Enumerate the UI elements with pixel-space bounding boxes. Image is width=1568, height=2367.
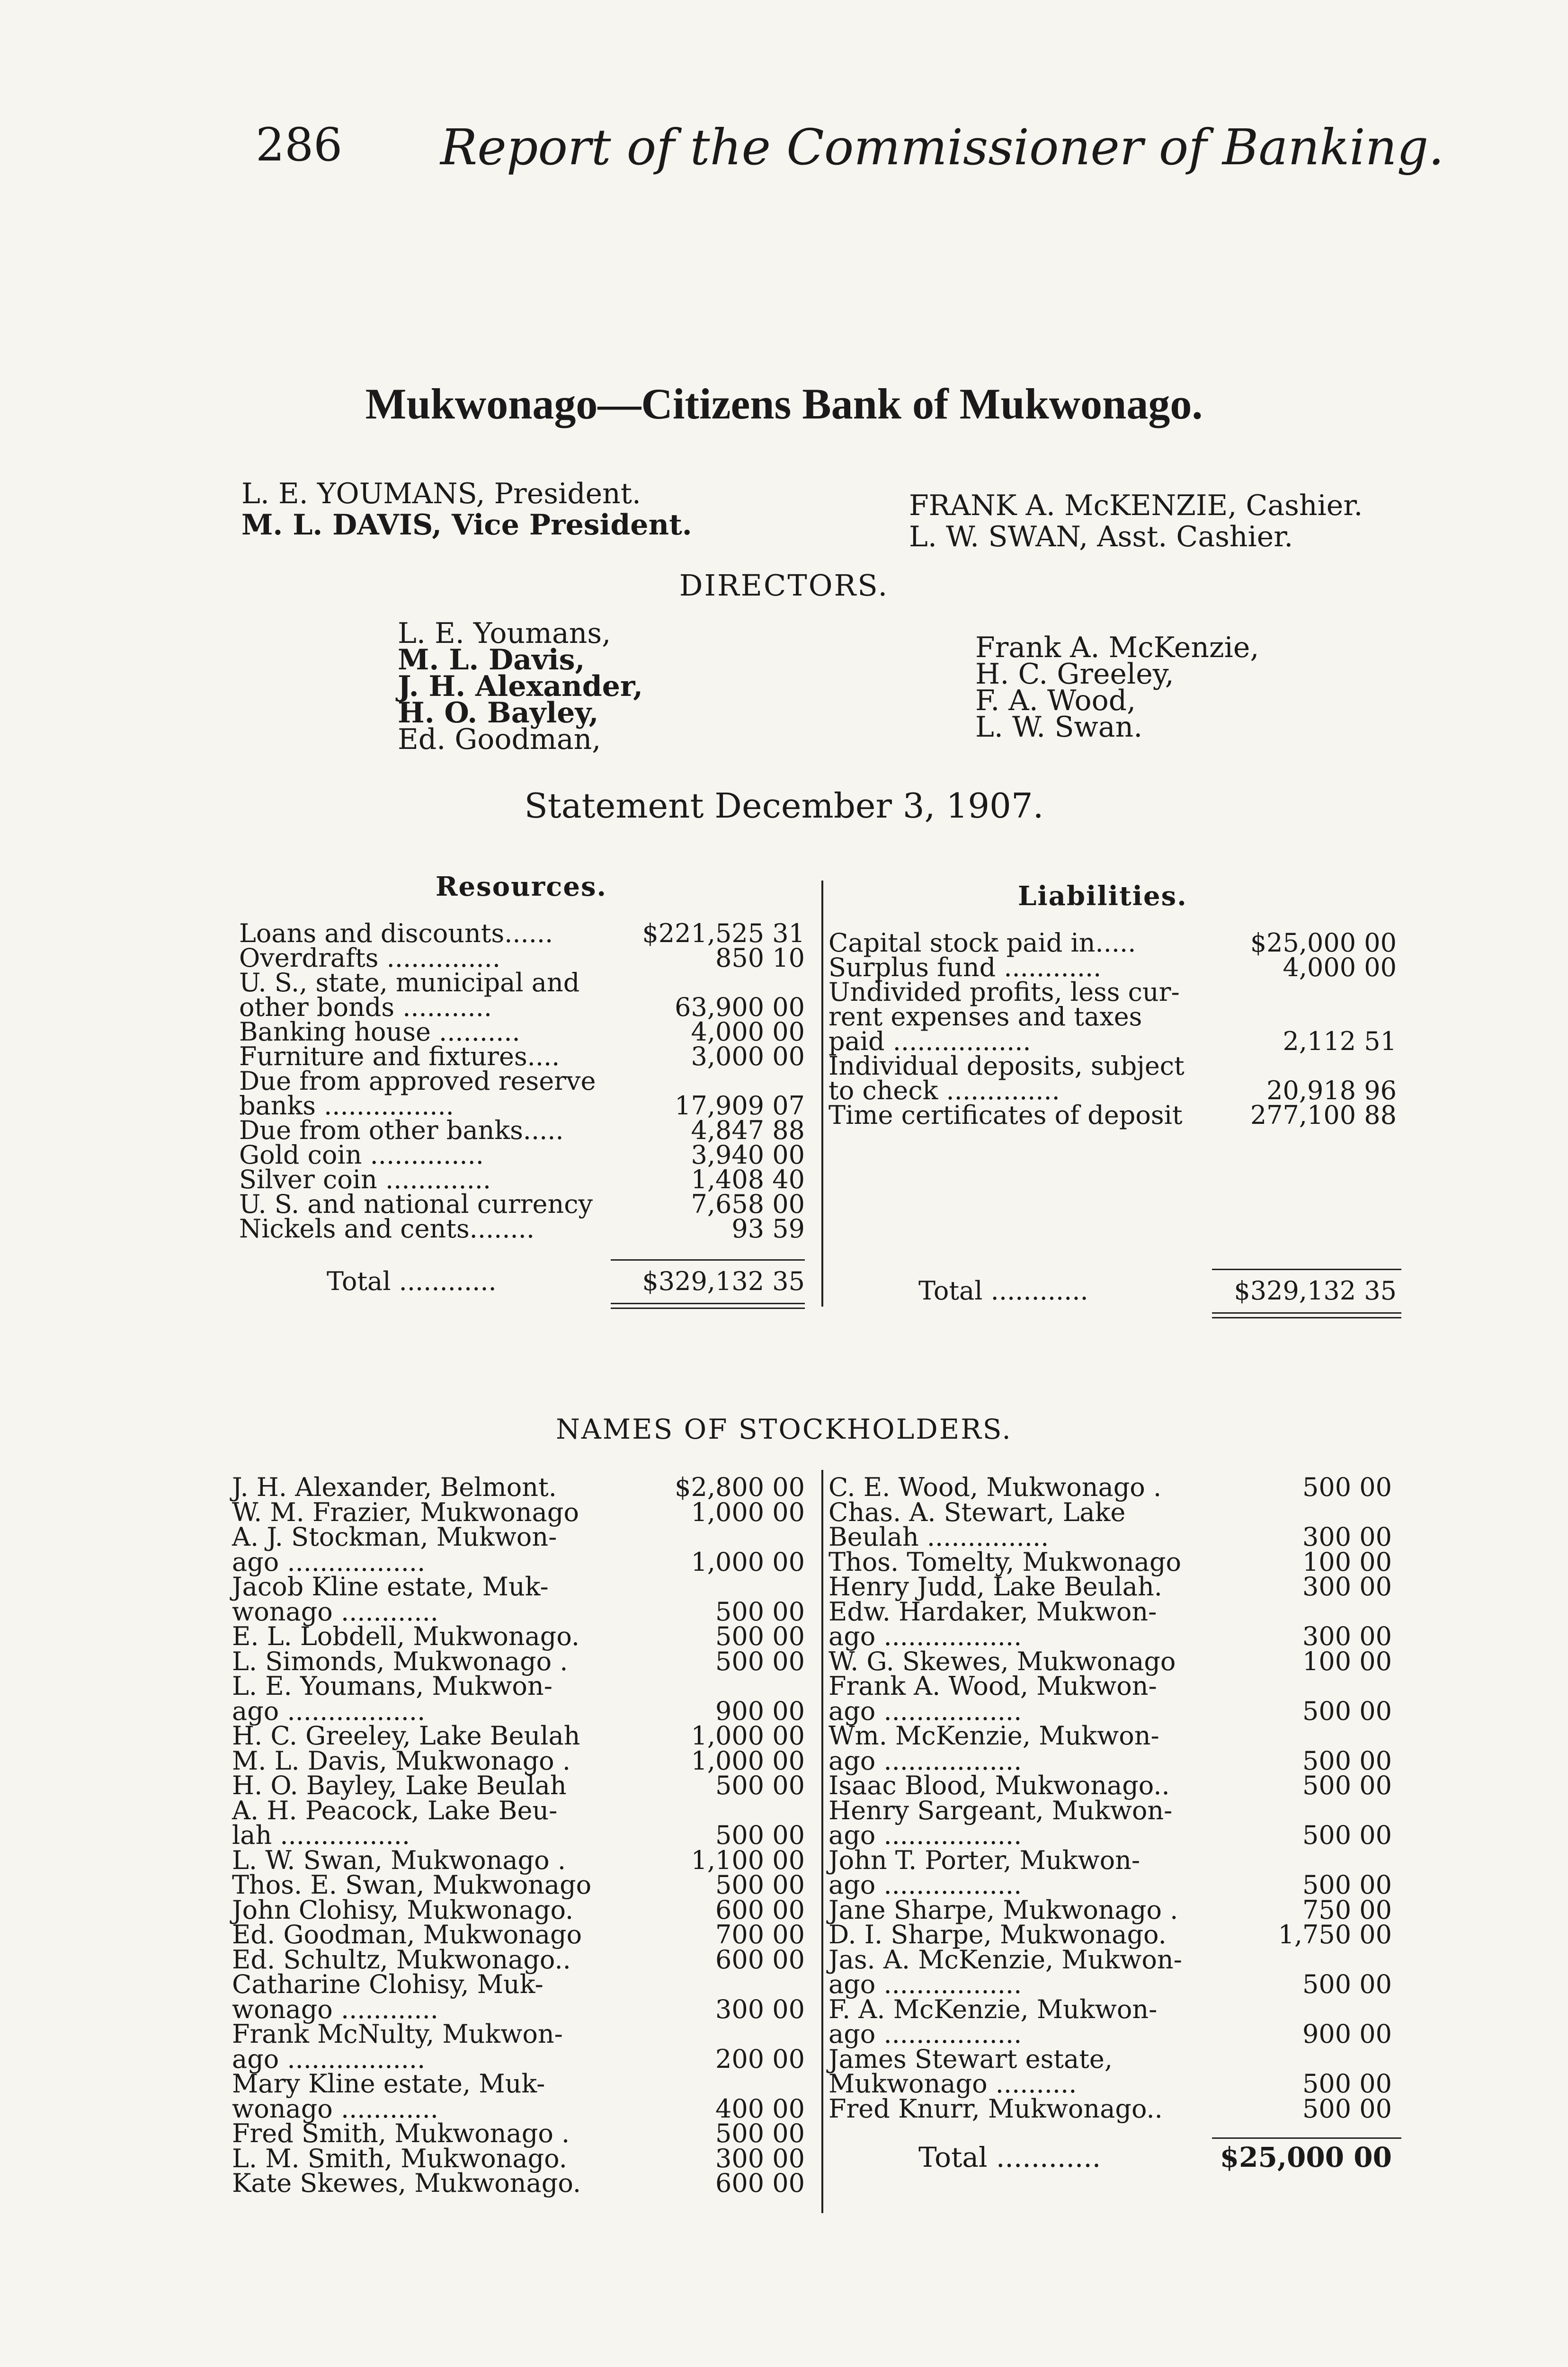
row-label: Furniture and fixtures.... bbox=[239, 1041, 560, 1071]
row-amount: 850 10 bbox=[715, 943, 805, 973]
row-label: C. E. Wood, Mukwonago . bbox=[829, 1472, 1162, 1502]
row-label: Henry Sargeant, Mukwon- bbox=[829, 1795, 1173, 1825]
director: H. O. Bayley, bbox=[398, 696, 599, 730]
row-label: J. H. Alexander, Belmont. bbox=[232, 1472, 557, 1502]
row-amount: 500 00 bbox=[715, 1596, 805, 1627]
row-amount: 1,100 00 bbox=[691, 1845, 805, 1875]
row-amount: 700 00 bbox=[715, 1920, 805, 1949]
director: M. L. Davis, bbox=[398, 643, 585, 676]
officer-asst-cashier: L. W. SWAN, Asst. Cashier. bbox=[909, 520, 1293, 553]
resources-double-rule bbox=[611, 1308, 805, 1309]
directors-heading: DIRECTORS. bbox=[679, 568, 889, 603]
row-amount: 200 00 bbox=[715, 2044, 805, 2074]
row-amount: 1,000 00 bbox=[691, 1721, 805, 1751]
row-label: Isaac Blood, Mukwonago.. bbox=[829, 1771, 1170, 1800]
row-label: ago ................. bbox=[232, 1547, 426, 1577]
row-label: Jas. A. McKenzie, Mukwon- bbox=[829, 1944, 1182, 1975]
director: Frank A. McKenzie, bbox=[975, 631, 1259, 664]
row-label: Undivided profits, less cur- bbox=[829, 977, 1180, 1007]
row-amount: 1,750 00 bbox=[1278, 1920, 1392, 1949]
row-label: banks ................ bbox=[239, 1091, 454, 1121]
row-label: Jacob Kline estate, Muk- bbox=[232, 1572, 549, 1602]
row-label: Thos. E. Swan, Mukwonago bbox=[232, 1870, 592, 1900]
row-amount: 600 00 bbox=[715, 1895, 805, 1925]
row-amount: 500 00 bbox=[715, 1820, 805, 1850]
row-label: ago ................. bbox=[829, 1745, 1022, 1776]
row-label: ago ................. bbox=[829, 1696, 1022, 1726]
stockholders-total-label: Total ............ bbox=[918, 2141, 1101, 2173]
row-label: rent expenses and taxes bbox=[829, 1002, 1142, 1032]
director: H. C. Greeley, bbox=[975, 658, 1174, 691]
officer-president: L. E. YOUMANS, President. bbox=[241, 477, 641, 510]
row-label: wonago ............ bbox=[232, 2093, 438, 2124]
row-amount: 500 00 bbox=[1302, 1771, 1392, 1800]
row-label: ago ................. bbox=[829, 1969, 1022, 1999]
row-amount: 400 00 bbox=[715, 2093, 805, 2124]
row-label: to check .............. bbox=[829, 1076, 1060, 1105]
row-amount: 600 00 bbox=[715, 2168, 805, 2198]
row-amount: $221,525 31 bbox=[642, 918, 805, 948]
row-amount: 1,408 40 bbox=[691, 1165, 805, 1194]
row-label: M. L. Davis, Mukwonago . bbox=[232, 1745, 571, 1776]
row-label: Beulah ............... bbox=[829, 1522, 1049, 1552]
row-amount: 3,940 00 bbox=[691, 1140, 805, 1170]
row-label: ago ................. bbox=[829, 2019, 1022, 2049]
bank-title: Mukwonago—Citizens Bank of Mukwonago. bbox=[365, 380, 1203, 428]
row-amount: 500 00 bbox=[715, 1771, 805, 1800]
row-label: John Clohisy, Mukwonago. bbox=[232, 1895, 574, 1925]
row-amount: 3,000 00 bbox=[691, 1041, 805, 1071]
row-label: H. O. Bayley, Lake Beulah bbox=[232, 1771, 567, 1800]
row-label: Chas. A. Stewart, Lake bbox=[829, 1497, 1126, 1527]
row-amount: 1,000 00 bbox=[691, 1497, 805, 1527]
row-label: U. S., state, municipal and bbox=[239, 968, 580, 997]
row-label: L. M. Smith, Mukwonago. bbox=[232, 2143, 567, 2173]
row-amount: 500 00 bbox=[715, 2118, 805, 2148]
row-amount: 93 59 bbox=[731, 1214, 805, 1244]
row-amount: 500 00 bbox=[1302, 1696, 1392, 1726]
row-label: Kate Skewes, Mukwonago. bbox=[232, 2168, 581, 2198]
row-amount: 100 00 bbox=[1302, 1547, 1392, 1577]
row-amount: 63,900 00 bbox=[675, 992, 805, 1022]
row-label: ago ................. bbox=[232, 1696, 426, 1726]
row-label: A. J. Stockman, Mukwon- bbox=[232, 1522, 557, 1552]
resources-total-label: Total ............ bbox=[327, 1266, 497, 1296]
statement-title: Statement December 3, 1907. bbox=[524, 786, 1044, 826]
row-amount: 500 00 bbox=[1302, 2069, 1392, 2099]
director: L. E. Youmans, bbox=[398, 617, 611, 650]
row-label: U. S. and national currency bbox=[239, 1189, 593, 1219]
row-label: Due from approved reserve bbox=[239, 1066, 596, 1096]
statement-divider bbox=[821, 881, 823, 1307]
row-label: paid ................. bbox=[829, 1026, 1031, 1056]
director: F. A. Wood, bbox=[975, 684, 1136, 717]
row-amount: 4,847 88 bbox=[691, 1115, 805, 1145]
resources-double-rule bbox=[611, 1303, 805, 1304]
officer-cashier: FRANK A. McKENZIE, Cashier. bbox=[909, 489, 1363, 522]
officer-vice-president: M. L. DAVIS, Vice President. bbox=[241, 508, 692, 542]
row-label: ago ................. bbox=[829, 1870, 1022, 1900]
row-label: Frank McNulty, Mukwon- bbox=[232, 2019, 563, 2049]
row-label: Fred Smith, Mukwonago . bbox=[232, 2118, 570, 2148]
row-label: Mary Kline estate, Muk- bbox=[232, 2069, 545, 2099]
row-amount: 100 00 bbox=[1302, 1646, 1392, 1676]
row-amount: 500 00 bbox=[1302, 1870, 1392, 1900]
row-label: D. I. Sharpe, Mukwonago. bbox=[829, 1920, 1167, 1949]
row-amount: 500 00 bbox=[1302, 1472, 1392, 1502]
row-label: Loans and discounts...... bbox=[239, 918, 553, 948]
liabilities-total-amount: $329,132 35 bbox=[1234, 1276, 1397, 1306]
row-amount: $2,800 00 bbox=[675, 1472, 805, 1502]
row-label: Ed. Schultz, Mukwonago.. bbox=[232, 1944, 571, 1975]
page-number: 286 bbox=[256, 118, 343, 171]
row-amount: 300 00 bbox=[1302, 1522, 1392, 1552]
director: Ed. Goodman, bbox=[398, 723, 601, 756]
row-amount: 900 00 bbox=[715, 1696, 805, 1726]
row-label: Gold coin .............. bbox=[239, 1140, 484, 1170]
row-amount: 500 00 bbox=[715, 1870, 805, 1900]
row-label: Ed. Goodman, Mukwonago bbox=[232, 1920, 582, 1949]
row-amount: 500 00 bbox=[1302, 1745, 1392, 1776]
row-amount: 7,658 00 bbox=[691, 1189, 805, 1219]
officers-left bbox=[241, 478, 692, 541]
row-amount: 300 00 bbox=[715, 1994, 805, 2024]
row-label: lah ................ bbox=[232, 1820, 410, 1850]
row-label: Wm. McKenzie, Mukwon- bbox=[829, 1721, 1159, 1751]
row-amount: 17,909 07 bbox=[675, 1091, 805, 1121]
row-label: L. E. Youmans, Mukwon- bbox=[232, 1671, 552, 1701]
row-amount: 2,112 51 bbox=[1283, 1026, 1397, 1056]
row-label: wonago ............ bbox=[232, 1596, 438, 1627]
row-amount: 750 00 bbox=[1302, 1895, 1392, 1925]
row-amount: 500 00 bbox=[1302, 1969, 1392, 1999]
resources-heading: Resources. bbox=[436, 871, 607, 902]
liabilities-double-rule bbox=[1212, 1312, 1401, 1314]
row-amount: 277,100 88 bbox=[1250, 1100, 1397, 1130]
row-label: ago ................. bbox=[829, 1820, 1022, 1850]
row-amount: 1,000 00 bbox=[691, 1547, 805, 1577]
row-amount: 600 00 bbox=[715, 1944, 805, 1975]
row-label: W. G. Skewes, Mukwonago bbox=[829, 1646, 1176, 1676]
directors-left bbox=[398, 617, 643, 756]
stockholders-heading: NAMES OF STOCKHOLDERS. bbox=[556, 1413, 1012, 1445]
row-label: Jane Sharpe, Mukwonago . bbox=[829, 1895, 1178, 1925]
row-label: L. Simonds, Mukwonago . bbox=[232, 1646, 568, 1676]
stockholders-divider bbox=[821, 1470, 823, 2213]
row-label: Thos. Tomelty, Mukwonago bbox=[829, 1547, 1182, 1577]
row-label: Capital stock paid in..... bbox=[829, 928, 1136, 958]
stockholders-total-amount: $25,000 00 bbox=[1220, 2141, 1392, 2173]
row-label: Mukwonago .......... bbox=[829, 2069, 1077, 2099]
row-amount: 300 00 bbox=[715, 2143, 805, 2173]
liabilities-heading: Liabilities. bbox=[1018, 881, 1187, 912]
row-amount: 900 00 bbox=[1302, 2019, 1392, 2049]
row-label: wonago ............ bbox=[232, 1994, 438, 2024]
row-label: John T. Porter, Mukwon- bbox=[829, 1845, 1140, 1875]
row-label: Henry Judd, Lake Beulah. bbox=[829, 1572, 1162, 1602]
row-amount: 300 00 bbox=[1302, 1572, 1392, 1602]
director: J. H. Alexander, bbox=[398, 670, 643, 703]
row-amount: 500 00 bbox=[1302, 2093, 1392, 2124]
row-label: other bonds ........... bbox=[239, 992, 492, 1022]
row-label: Banking house .......... bbox=[239, 1017, 520, 1047]
row-amount: 4,000 00 bbox=[691, 1017, 805, 1047]
director: L. W. Swan. bbox=[975, 711, 1143, 744]
row-amount: $25,000 00 bbox=[1250, 928, 1397, 958]
row-label: James Stewart estate, bbox=[829, 2044, 1113, 2074]
row-amount: 1,000 00 bbox=[691, 1745, 805, 1776]
liabilities-total-label: Total ............ bbox=[918, 1276, 1088, 1306]
row-label: F. A. McKenzie, Mukwon- bbox=[829, 1994, 1158, 2024]
row-label: H. C. Greeley, Lake Beulah bbox=[232, 1721, 580, 1751]
resources-total-rule bbox=[611, 1259, 805, 1261]
row-label: Nickels and cents........ bbox=[239, 1214, 535, 1244]
row-amount: 20,918 96 bbox=[1266, 1076, 1397, 1105]
row-label: Due from other banks..... bbox=[239, 1115, 564, 1145]
row-amount: 4,000 00 bbox=[1283, 952, 1397, 982]
stockholders-total-rule bbox=[1212, 2137, 1401, 2139]
row-label: Frank A. Wood, Mukwon- bbox=[829, 1671, 1157, 1701]
row-label: E. L. Lobdell, Mukwonago. bbox=[232, 1621, 580, 1651]
row-label: Silver coin ............. bbox=[239, 1165, 491, 1194]
resources-total-amount: $329,132 35 bbox=[642, 1266, 805, 1296]
row-amount: 300 00 bbox=[1302, 1621, 1392, 1651]
row-label: Overdrafts .............. bbox=[239, 943, 500, 973]
row-label: ago ................. bbox=[232, 2044, 426, 2074]
directors-right bbox=[975, 631, 1259, 744]
row-amount: 500 00 bbox=[715, 1646, 805, 1676]
row-amount: 500 00 bbox=[1302, 1820, 1392, 1850]
row-label: L. W. Swan, Mukwonago . bbox=[232, 1845, 566, 1875]
liabilities-total-rule bbox=[1212, 1269, 1401, 1270]
row-label: Fred Knurr, Mukwonago.. bbox=[829, 2093, 1163, 2124]
running-title: Report of the Commissioner of Banking. bbox=[440, 118, 1444, 176]
row-amount: 500 00 bbox=[715, 1621, 805, 1651]
row-label: Edw. Hardaker, Mukwon- bbox=[829, 1596, 1157, 1627]
row-label: Individual deposits, subject bbox=[829, 1051, 1185, 1081]
row-label: A. H. Peacock, Lake Beu- bbox=[232, 1795, 558, 1825]
row-label: Time certificates of deposit bbox=[829, 1100, 1183, 1130]
row-label: Surplus fund ............ bbox=[829, 952, 1102, 982]
officers-right bbox=[909, 490, 1363, 552]
liabilities-double-rule bbox=[1212, 1317, 1401, 1318]
row-label: ago ................. bbox=[829, 1621, 1022, 1651]
row-label: Catharine Clohisy, Muk- bbox=[232, 1969, 543, 1999]
row-label: W. M. Frazier, Mukwonago bbox=[232, 1497, 579, 1527]
